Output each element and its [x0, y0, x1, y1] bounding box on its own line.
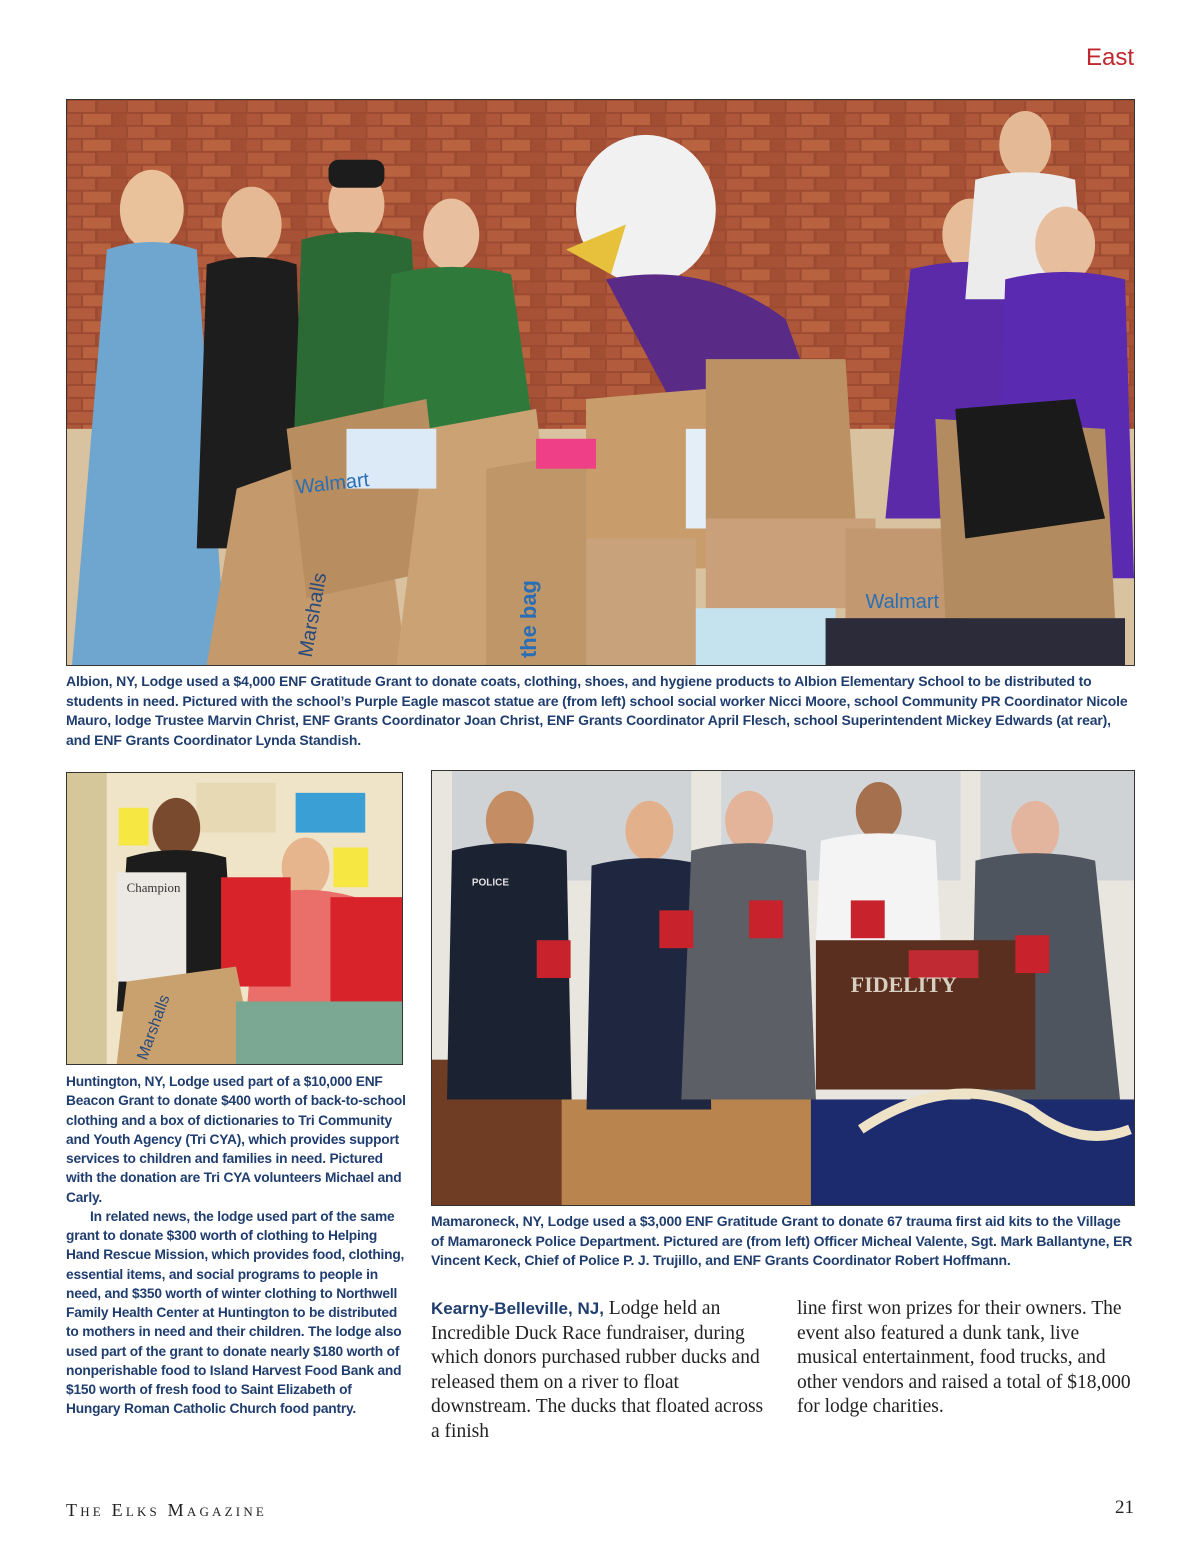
huntington-caption-related: In related news, the lodge used part of the same grant to donate $300 worth of clothing to Helping Hand Rescue Mission, which provides food, clothing, essential items, and social programs to people in need, and $350 worth of winter clothing to Northwell Family Health Center at Huntington to be distributed to mothers in need and their children. The lodge also used part of the grant to donate nearly $180 worth of nonperishable food to Island Harvest Food Bank and $150 worth of fresh food to Saint Elizabeth of Hungary Roman Catholic Church food pantry.	[66, 1208, 405, 1417]
mamaroneck-caption	[431, 1212, 1135, 1271]
huntington-place: Huntington, NY,	[66, 1074, 166, 1089]
police-vest-label: POLICE	[471, 877, 509, 889]
mamaroneck-place: Mamaroneck, NY,	[431, 1213, 544, 1229]
kearny-text-1: Lodge held an Incredible Duck Race fundraiser, during which donors purchased rubber ducks and released them on a river to float downstream. The ducks that floated across a finish	[431, 1298, 764, 1442]
walmart-bag-label-2: Walmart	[865, 591, 940, 614]
marshalls-bag-label-3: Marshalls	[134, 992, 174, 1063]
mamaroneck-photo	[431, 770, 1135, 1206]
mamaroneck-caption-text: Lodge used a $3,000 ENF Gratitude Grant to donate 67 trauma first aid kits to the Village of Mamaroneck Police Department. Pictured are (from left) Officer Micheal Valente, Sgt. Mark Ballantyne, ER Vincent Keck, Chief of Police P. J. Trujillo, and ENF Grants Coordinator Robert Hoffmann.	[431, 1213, 1133, 1269]
kearny-article-column-2	[797, 1297, 1137, 1420]
fidelity-podium-label: FIDELITY	[850, 971, 957, 997]
albion-photo	[66, 99, 1135, 666]
champion-label: Champion	[126, 880, 181, 896]
section-label: East	[1085, 44, 1134, 71]
magazine-name: The Elks Magazine	[66, 1500, 268, 1520]
marshalls-bag-label: Marshalls	[294, 571, 332, 659]
kearny-article-column-1	[431, 1297, 776, 1444]
the-bag-label: the bag	[516, 580, 542, 659]
kearny-text-2: line first won prizes for their owners. The event also featured a dunk tank, live musical entertainment, food trucks, and other vendors and raised a total of $18,000 for lodge charities.	[797, 1298, 1131, 1417]
huntington-caption-text: Lodge used part of a $10,000 ENF Beacon Grant to donate $400 worth of back-to-school clothing and a box of dictionaries to Tri Community and Youth Agency (Tri CYA), which provides support services to children and families in need. Pictured with the donation are Tri CYA volunteers Michael and Carly.	[66, 1074, 406, 1205]
albion-place: Albion, NY,	[66, 673, 138, 689]
huntington-caption	[66, 1072, 406, 1419]
albion-caption-text: Lodge used a $4,000 ENF Gratitude Grant to donate coats, clothing, shoes, and hygiene products to Albion Elementary School to be distributed to students in need. Pictured with the school’s Purple Eagle mascot statue are (from left) school social worker Nicci Moore, school Community PR Coordinator Nicole Mauro, lodge Trustee Marvin Christ, ENF Grants Coordinator Joan Christ, ENF Grants Coordinator April Flesch, school Superintendent Mickey Edwards (at rear), and ENF Grants Coordinator Lynda Standish.	[66, 673, 1128, 748]
kearny-place: Kearny-Belleville, NJ,	[431, 1299, 604, 1318]
page-number: 21	[1115, 1497, 1134, 1518]
walmart-bag-label: Walmart	[294, 469, 371, 499]
huntington-photo	[66, 772, 403, 1065]
albion-caption	[66, 672, 1135, 750]
